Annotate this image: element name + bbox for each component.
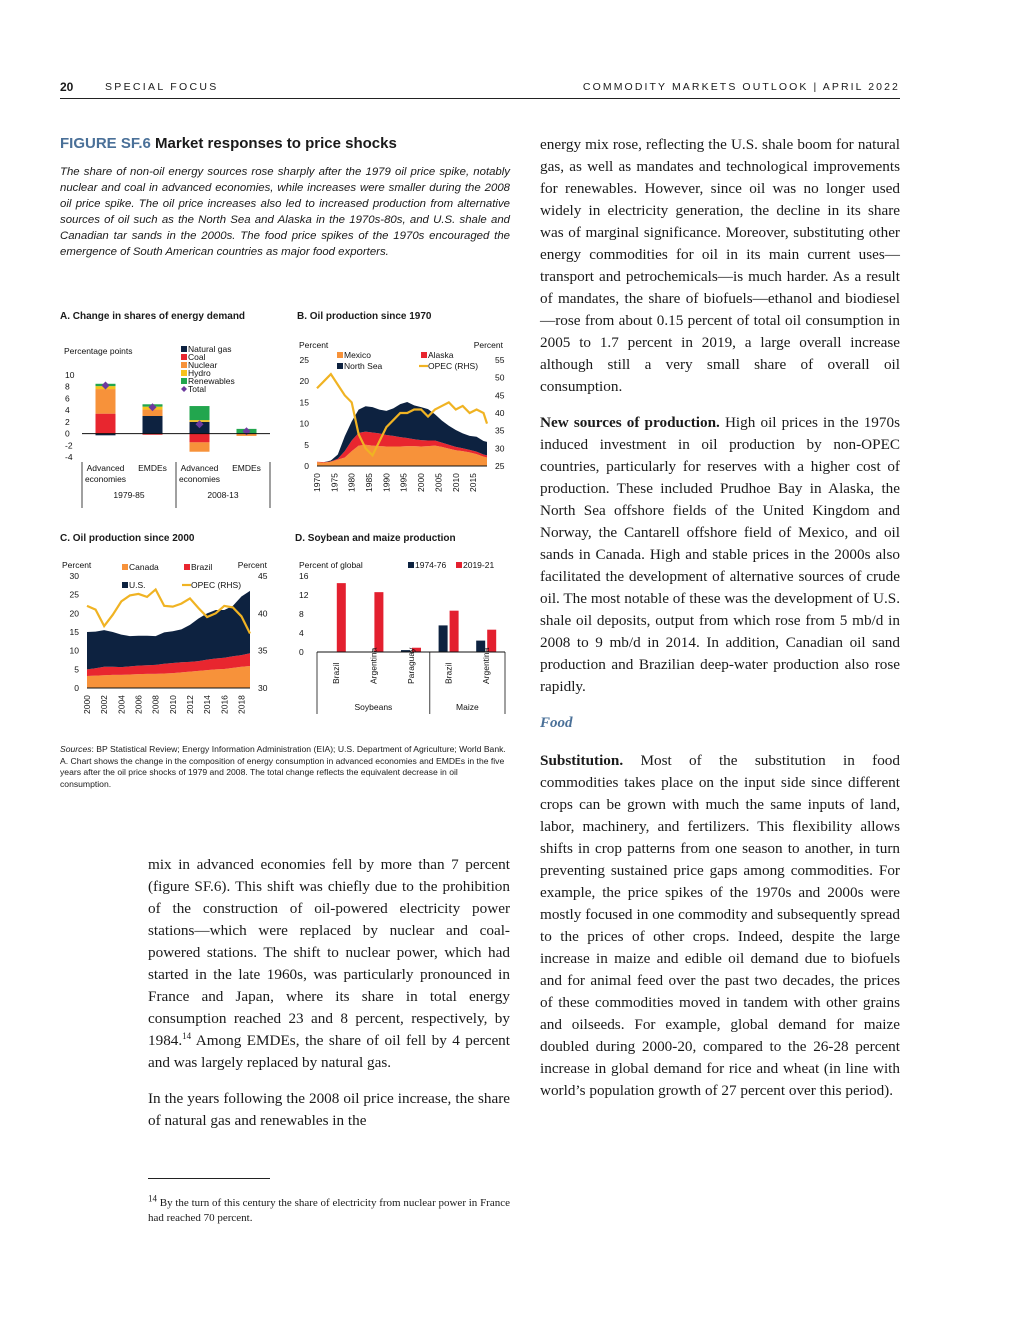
- legend-label: 2019-21: [463, 560, 495, 570]
- legend-label: 1974-76: [415, 560, 447, 570]
- legend-swatch: [337, 363, 343, 369]
- legend-swatch: [184, 564, 190, 570]
- paragraph: [540, 412, 900, 698]
- x-category-label: economies: [178, 474, 221, 484]
- bar-2019-21: [374, 592, 383, 652]
- group-label: Soybeans: [354, 702, 393, 712]
- y-axis-label: Percent: [62, 560, 92, 570]
- x-tick-label: 2010: [450, 473, 461, 492]
- x-tick-label: 1980: [346, 473, 357, 492]
- x-tick-label: 2004: [116, 695, 127, 714]
- legend-label: OPEC (RHS): [428, 361, 479, 371]
- x-category-label: Argentina: [368, 647, 379, 684]
- legend-swatch: [181, 370, 187, 376]
- body-right-column: [540, 134, 900, 1116]
- x-category-label: Brazil: [330, 662, 341, 684]
- figure: [60, 135, 510, 260]
- y-tick-label: 15: [69, 627, 79, 637]
- y2-tick-label: 50: [495, 372, 505, 383]
- section-label: SPECIAL FOCUS: [105, 81, 219, 93]
- x-category-label: Brazil: [443, 662, 454, 684]
- x-tick-label: 2000: [82, 695, 92, 714]
- y-tick-label: 25: [69, 589, 79, 600]
- footnote-ref[interactable]: 14: [182, 1030, 192, 1041]
- x-tick-label: 2012: [184, 695, 195, 714]
- x-tick-label: 2015: [468, 473, 479, 492]
- y-tick-label: -4: [65, 452, 73, 462]
- y2-tick-label: 35: [495, 425, 505, 436]
- y-tick-label: 15: [299, 397, 309, 408]
- y-tick-label: 5: [74, 664, 79, 675]
- sources-text: : BP Statistical Review; Energy Information Administration (EIA); U.S. Department of Agriculture; World Bank.: [91, 744, 506, 754]
- legend-label: North Sea: [344, 361, 383, 371]
- group-label: Maize: [456, 702, 479, 712]
- x-tick-label: 1970: [312, 473, 322, 492]
- y-tick-label: 8: [299, 609, 304, 619]
- legend-label: Canada: [129, 562, 159, 572]
- paragraph-text: High oil prices in the 1970s induced investment in oil production by non-OPEC countries, particularly for reserves with a higher cost of production. These included Prudhoe Bay in Alaska, the North Sea offshore fields of the United Kingdom and Norway, the Cantarell offshore field of Mexico, and oil sands in Canada. High and stable prices in the 2000s also facilitated the development of alternative sources of crude oil. The most notable of these was the development of U.S. shale oil deposits, output from which rose from 5 mb/d in 2008 to 9 mb/d in 2014. In addition, Canadian oil sand production and Brazilian deep-water production also rose rapidly.: [540, 414, 900, 695]
- y-tick-label: 16: [299, 571, 309, 581]
- y-tick-label: 8: [65, 381, 70, 392]
- panel-d-title: D. Soybean and maize production: [295, 533, 456, 544]
- legend-swatch: [408, 562, 414, 568]
- legend-swatch: [122, 564, 128, 570]
- figure-sources: [60, 744, 510, 791]
- page-header: [60, 80, 900, 99]
- y2-tick-label: 40: [495, 408, 505, 418]
- panel-b: [297, 310, 512, 492]
- y-tick-label: 0: [65, 428, 70, 439]
- x-category-label: Advanced: [86, 463, 125, 473]
- x-category-label: EMDEs: [232, 463, 261, 473]
- paragraph-text: Among EMDEs, the share of oil fell by 4 percent and was largely replaced by natural gas.: [148, 1032, 510, 1071]
- x-tick-label: 2000: [416, 473, 427, 492]
- bar-1974-76: [439, 625, 448, 652]
- y-tick-label: 20: [299, 376, 309, 387]
- x-tick-label: 1990: [381, 473, 392, 492]
- figure-note: A. Chart shows the change in the composition of energy consumption in advanced economies and EMDEs in the five years after the oil price shocks of 1979 and 2008. The total change reflects the equivalent decrease in oil consumption.: [60, 755, 505, 790]
- y2-tick-label: 30: [258, 683, 268, 693]
- group-label: 1979-85: [113, 490, 145, 500]
- legend-swatch: [122, 582, 128, 588]
- publication-title: COMMODITY MARKETS OUTLOOK | APRIL 2022: [582, 81, 900, 93]
- y-tick-label: -2: [65, 440, 73, 451]
- y-tick-label: 0: [299, 647, 304, 657]
- legend-label: Total: [188, 384, 206, 394]
- legend-swatch: [181, 354, 187, 360]
- bar-segment-nuclear: [96, 389, 116, 414]
- legend-label: Nuclear: [188, 360, 218, 370]
- y2-axis-label: Percent: [473, 340, 503, 350]
- panel-b-title: B. Oil production since 1970: [297, 311, 432, 322]
- x-tick-label: 1975: [329, 473, 340, 492]
- figure-title-text: Market responses to price shocks: [155, 135, 397, 152]
- legend-swatch: [421, 352, 427, 358]
- y-tick-label: 5: [304, 439, 309, 450]
- legend-label: Renewables: [188, 376, 235, 386]
- legend-label: Hydro: [188, 368, 211, 378]
- body-left-column: [148, 854, 510, 1146]
- y2-axis-label: Percent: [237, 560, 267, 570]
- x-tick-label: 2014: [202, 695, 213, 714]
- bar-segment-coal: [190, 434, 210, 443]
- legend-label: Brazil: [191, 562, 213, 572]
- y-tick-label: 4: [65, 405, 70, 416]
- bar-2019-21: [450, 611, 459, 652]
- footnote-text: By the turn of this century the share of electricity from nuclear power in France had reached 70 percent.: [148, 1197, 510, 1224]
- x-category-label: Advanced: [180, 463, 219, 473]
- paragraph-heading: Substitution.: [540, 752, 624, 769]
- chart-a: [60, 340, 290, 530]
- y-axis-label: Percent of global: [299, 560, 363, 570]
- y-tick-label: 0: [74, 683, 79, 693]
- x-category-label: Paraguay: [406, 647, 416, 684]
- panel-a: [60, 310, 290, 500]
- x-tick-label: 2018: [236, 695, 247, 714]
- y-axis-label: Percent: [299, 340, 329, 350]
- paragraph-heading: New sources of production.: [540, 414, 720, 431]
- figure-number: FIGURE SF.6: [60, 135, 151, 152]
- y2-tick-label: 30: [495, 443, 505, 454]
- paragraph: In the years following the 2008 oil price increase, the share of natural gas and renewables in the: [148, 1090, 510, 1129]
- paragraph-text: mix in advanced economies fell by more than 7 percent (figure SF.6). This shift was chiefly due to the prohibition of the construction of oil-powered electricity power stations—which were replaced by nuclear and coal-powered stations. The shift to nuclear power, which had started in the late 1960s, was particularly pronounced in France and Japan, where its share in total energy consumption reached 23 and 8 percent, respectively, by 1984.: [148, 856, 510, 1049]
- y-tick-label: 4: [299, 628, 304, 638]
- legend-label: Coal: [188, 352, 206, 362]
- legend-swatch: [456, 562, 462, 568]
- x-tick-label: 1995: [398, 473, 409, 492]
- sources-label: Sources: [60, 744, 92, 754]
- legend-total-marker: [181, 386, 187, 392]
- x-category-label: economies: [84, 474, 127, 484]
- legend-label: Natural gas: [188, 344, 232, 354]
- legend-label: OPEC (RHS): [191, 580, 242, 590]
- x-tick-label: 2008: [150, 695, 161, 714]
- legend-label: U.S.: [129, 580, 146, 590]
- y2-tick-label: 45: [495, 390, 505, 401]
- chart-d: [295, 558, 510, 743]
- panel-c: [60, 532, 290, 714]
- figure-title: [60, 135, 510, 152]
- bar-segment-natural-gas: [143, 416, 163, 434]
- x-tick-label: 2016: [219, 695, 230, 714]
- panel-a-title: A. Change in shares of energy demand: [60, 311, 246, 322]
- paragraph: [540, 750, 900, 1102]
- legend-label: Alaska: [428, 350, 454, 360]
- paragraph: energy mix rose, reflecting the U.S. shale boom for natural gas, as well as mandates and technological improvements for renewables. However, since oil was no longer used widely in electricity generation, the decline in its share was of marginal significance. Moreover, substituting other energy commodities for oil in its main current uses—transport and petrochemicals—is much harder. As a result of mandates, the share of biofuels—ethanol and biodiesel—rose from about 0.15 percent of total oil consumption in 2005 to 1.7 percent in 2019, a large overall increase although still a very small share of overall oil consumption.: [540, 136, 900, 395]
- y2-tick-label: 35: [258, 645, 268, 656]
- x-tick-label: 2006: [133, 695, 144, 714]
- legend-swatch: [181, 378, 187, 384]
- y2-tick-label: 25: [495, 461, 505, 471]
- x-tick-label: 2005: [433, 473, 444, 492]
- y-tick-label: 25: [299, 355, 309, 365]
- y2-tick-label: 55: [495, 355, 505, 365]
- y-tick-label: 20: [69, 608, 79, 619]
- y2-tick-label: 45: [258, 571, 268, 581]
- legend-swatch: [337, 352, 343, 358]
- figure-description: The share of non-oil energy sources rose sharply after the 1979 oil price spike, notably nuclear and coal in advanced economies, while increases were smaller during the 2008 oil price spike. The oil price increases also led to increased production from alternative sources of oil such as the North Sea and Alaska in the 1970s-80s, and U.S. shale and Canadian tar sands in the 2000s. The food price spikes of the 1970s encouraged the emergence of South American countries as major food exporters.: [60, 166, 510, 258]
- bar-segment-nuclear: [190, 442, 210, 451]
- footnote-divider: [148, 1178, 270, 1179]
- y-tick-label: 0: [304, 461, 309, 471]
- y-tick-label: 10: [69, 645, 79, 656]
- y-tick-label: 30: [69, 571, 79, 581]
- group-label: 2008-13: [207, 490, 239, 500]
- x-tick-label: 1985: [364, 473, 375, 492]
- footnote: [148, 1193, 510, 1226]
- legend-label: Mexico: [344, 350, 371, 360]
- section-heading-food: Food: [540, 715, 573, 731]
- bar-segment-renewables: [190, 406, 210, 420]
- bar-segment-coal: [96, 414, 116, 434]
- legend-swatch: [181, 362, 187, 368]
- panel-d: [295, 532, 510, 712]
- legend-swatch: [181, 346, 187, 352]
- page-number: 20: [60, 80, 74, 94]
- bar-2019-21: [337, 583, 346, 652]
- chart-b: [297, 338, 512, 523]
- y-tick-label: 10: [299, 418, 309, 429]
- y2-tick-label: 40: [258, 608, 268, 619]
- paragraph: [148, 854, 510, 1074]
- paragraph-text: Most of the substitution in food commodities takes place on the input side since different crops can be grown with much the same inputs of land, labor, machinery, and fertilizers. This flexibility allows shifts in crop patterns from one season to another, in turn preventing sustained price gaps among commodities. For example, the price spikes of the 1970s and 2000s were mostly focused in one commodity and subsequently spread to the prices of other crops. Indeed, despite the large increase in maize and edible oil demand due to biofuels and for animal feed over the past two decades, the prices of these commodities moved in tandem with other grains and oilseeds. For example, global demand for maize doubled during 2000-20, compared to the 26-28 percent increase in global demand for rice and wheat (in line with world’s population growth of 27 percent over this period).: [540, 752, 900, 1099]
- y-axis-label: Percentage points: [64, 346, 133, 356]
- y-tick-label: 6: [65, 393, 70, 404]
- y-tick-label: 10: [65, 370, 75, 380]
- x-category-label: EMDEs: [138, 463, 167, 473]
- y-tick-label: 2: [65, 416, 70, 427]
- x-tick-label: 2002: [99, 695, 110, 714]
- chart-c: [60, 558, 290, 743]
- x-tick-label: 2010: [167, 695, 178, 714]
- x-category-label: Argentina: [481, 647, 492, 684]
- panel-c-title: C. Oil production since 2000: [60, 533, 195, 544]
- footnote-number: 14: [148, 1193, 157, 1204]
- y-tick-label: 12: [299, 590, 309, 600]
